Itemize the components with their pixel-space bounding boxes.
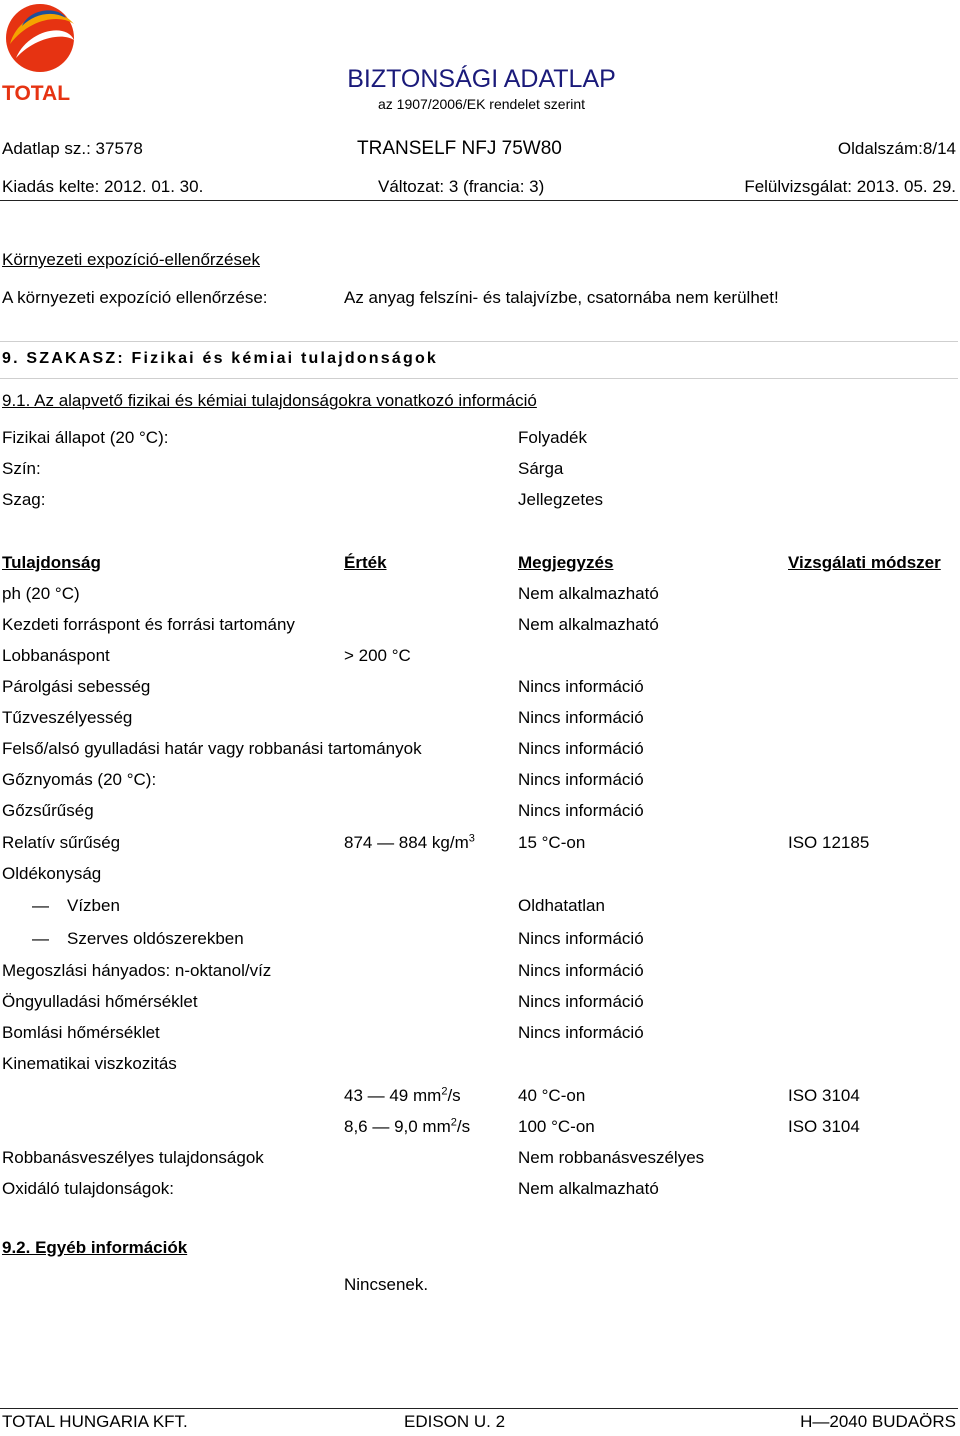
note-cell: Nem robbanásveszélyes [518,1148,705,1167]
document-title: BIZTONSÁGI ADATLAP [347,65,616,93]
note-cell: Nem alkalmazható [518,1179,659,1198]
footer-street: EDISON U. 2 [404,1412,506,1431]
note-cell: Nem alkalmazható [518,584,659,603]
sheet-number: Adatlap sz.: 37578 [2,139,143,158]
property-cell: Öngyulladási hőmérséklet [2,992,198,1011]
color-value: Sárga [518,459,564,478]
note-cell: Nincs információ [518,677,644,696]
property-cell: Relatív sűrűség [2,833,121,852]
note-cell: Nincs információ [518,929,644,948]
property-cell: Gőzsűrűség [2,801,94,820]
document-subtitle: az 1907/2006/EK rendelet szerint [377,96,586,112]
env-heading: Környezeti expozíció-ellenőrzések [2,250,260,269]
col-header-value: Érték [344,553,387,572]
value-text: > 200 °C [344,646,411,665]
note-cell: Nincs információ [518,739,644,758]
physical-state-value: Folyadék [518,428,587,447]
page-number: Oldalszám:8/14 [837,139,956,158]
property-cell: Oldékonyság [2,864,102,883]
subsection-92-title: 9.2. Egyéb információk [2,1238,188,1257]
section-divider-top [0,341,958,342]
note-cell: Nincs információ [518,992,644,1011]
value-superscript: 2 [441,1085,448,1098]
value-suffix: /s [447,1086,461,1105]
env-value: Az anyag felszíni- és talajvízbe, csatornába nem kerülhet! [344,288,779,307]
property-cell: Bomlási hőmérséklet [2,1023,160,1042]
col-header-method: Vizsgálati módszer [788,553,941,572]
product-name: TRANSELF NFJ 75W80 [357,138,562,159]
property-cell: Gőznyomás (20 °C): [2,770,157,789]
property-cell: Oxidáló tulajdonságok: [2,1179,175,1198]
value-superscript: 3 [468,832,475,845]
odor-value: Jellegzetes [518,490,604,509]
property-cell: Kinematikai viszkozitás [2,1054,177,1073]
subsection-92-value: Nincsenek. [344,1275,429,1294]
note-cell: Nincs információ [518,1023,644,1042]
dash-bullet: — [32,896,49,915]
value-superscript: 2 [450,1116,457,1129]
property-cell: Vízben [67,896,120,915]
value-cell [344,833,475,853]
footer-divider [0,1408,958,1409]
footer-company: TOTAL HUNGARIA KFT. [2,1412,188,1431]
subsection-91-title: 9.1. Az alapvető fizikai és kémiai tulajdonságokra vonatkozó információ [2,391,537,410]
note-cell: Nincs információ [518,708,644,727]
header-divider [0,200,958,201]
property-cell: Megoszlási hányados: n-oktanol/víz [2,961,272,980]
value-text: 43 — 49 mm [344,1086,442,1105]
value-text: 8,6 — 9,0 mm [344,1117,451,1136]
section-divider-bottom [0,378,958,379]
note-cell: Oldhatatlan [518,896,605,915]
property-cell: Felső/alsó gyulladási határ vagy robbanási tartományok [2,739,422,758]
method-cell: ISO 12185 [788,833,870,852]
review-date: Felülvizsgálat: 2013. 05. 29. [744,177,956,196]
col-header-property: Tulajdonság [2,553,101,572]
note-cell: Nincs információ [518,961,644,980]
note-cell: 100 °C-on [518,1117,595,1136]
property-cell: Robbanásveszélyes tulajdonságok [2,1148,264,1167]
method-cell: ISO 3104 [788,1117,860,1136]
col-header-note: Megjegyzés [518,553,614,572]
property-cell: Tűzveszélyesség [2,708,133,727]
note-cell: 40 °C-on [518,1086,586,1105]
odor-label: Szag: [2,490,46,509]
value-suffix: /s [456,1117,471,1136]
total-logo [0,0,84,104]
value-cell [344,1117,470,1137]
note-cell: 15 °C-on [518,833,586,852]
property-cell: Párolgási sebesség [2,677,151,696]
note-cell: Nincs információ [518,770,644,789]
dash-bullet: — [32,929,49,948]
method-cell: ISO 3104 [788,1086,860,1105]
property-cell: Kezdeti forráspont és forrási tartomány [2,615,295,634]
env-label: A környezeti expozíció ellenőrzése: [2,288,268,307]
color-label: Szín: [2,459,41,478]
property-cell: ph (20 °C) [2,584,80,603]
note-cell: Nem alkalmazható [518,615,659,634]
section9-title: 9. SZAKASZ: Fizikai és kémiai tulajdonságok [2,350,439,367]
footer-city: H—2040 BUDAÖRS [800,1412,956,1431]
note-cell: Nincs információ [518,801,644,820]
value-cell [344,646,411,666]
physical-state-label: Fizikai állapot (20 °C): [2,428,169,447]
property-cell: Lobbanáspont [2,646,110,665]
logo-text: TOTAL [2,82,71,104]
property-cell: Szerves oldószerekben [67,929,244,948]
value-text: 874 — 884 kg/m [344,833,469,852]
version: Változat: 3 (francia: 3) [378,177,545,196]
value-cell [344,1086,461,1106]
issue-date: Kiadás kelte: 2012. 01. 30. [2,177,204,196]
